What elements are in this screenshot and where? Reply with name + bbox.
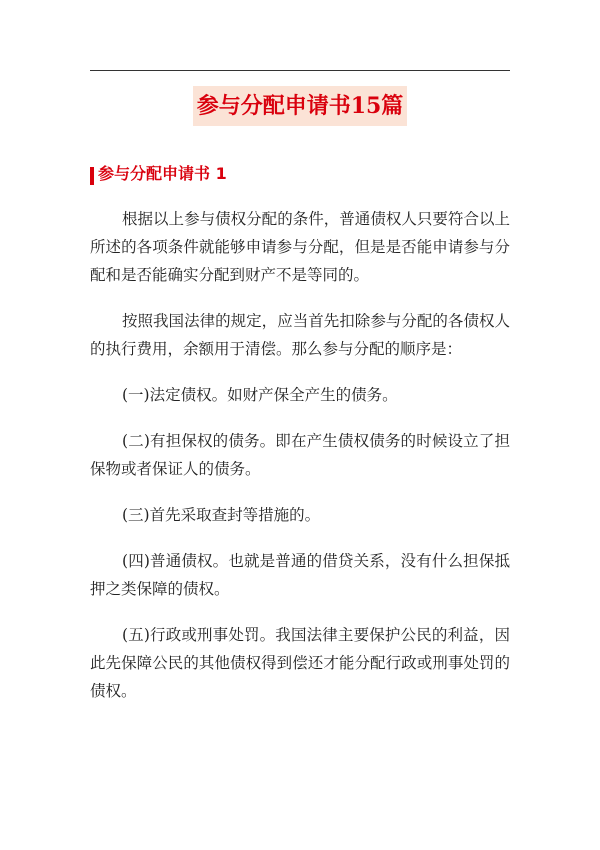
paragraph: (二)有担保权的债务。即在产生债权债务的时候设立了担保物或者保证人的债务。 [90, 432, 510, 478]
paragraph: (四)普通债权。也就是普通的借贷关系，没有什么担保抵押之类保障的债权。 [90, 552, 510, 598]
section-heading-text: 参与分配申请书 1 [98, 164, 227, 183]
paragraph: (五)行政或刑事处罚。我国法律主要保护公民的利益，因此先保障公民的其他债权得到偿还才能分配行政或刑事处罚的债权。 [90, 626, 510, 700]
paragraph: 根据以上参与债权分配的条件，普通债权人只要符合以上所述的各项条件就能够申请参与分配，但是是否能申请参与分配和是否能确实分配到财产不是等同的。 [90, 210, 510, 284]
body-text [90, 205, 510, 723]
title-container [0, 86, 600, 126]
paragraph: (一)法定债权。如财产保全产生的债务。 [122, 386, 398, 404]
paragraph: (三)首先采取查封等措施的。 [122, 506, 321, 524]
document-title: 参与分配申请书15篇 [193, 86, 408, 126]
heading-marker-bar [90, 167, 94, 185]
top-divider [90, 70, 510, 71]
section-heading [90, 161, 227, 187]
paragraph: 按照我国法律的规定，应当首先扣除参与分配的各债权人的执行费用，余额用于清偿。那么参与分配的顺序是： [90, 312, 510, 358]
